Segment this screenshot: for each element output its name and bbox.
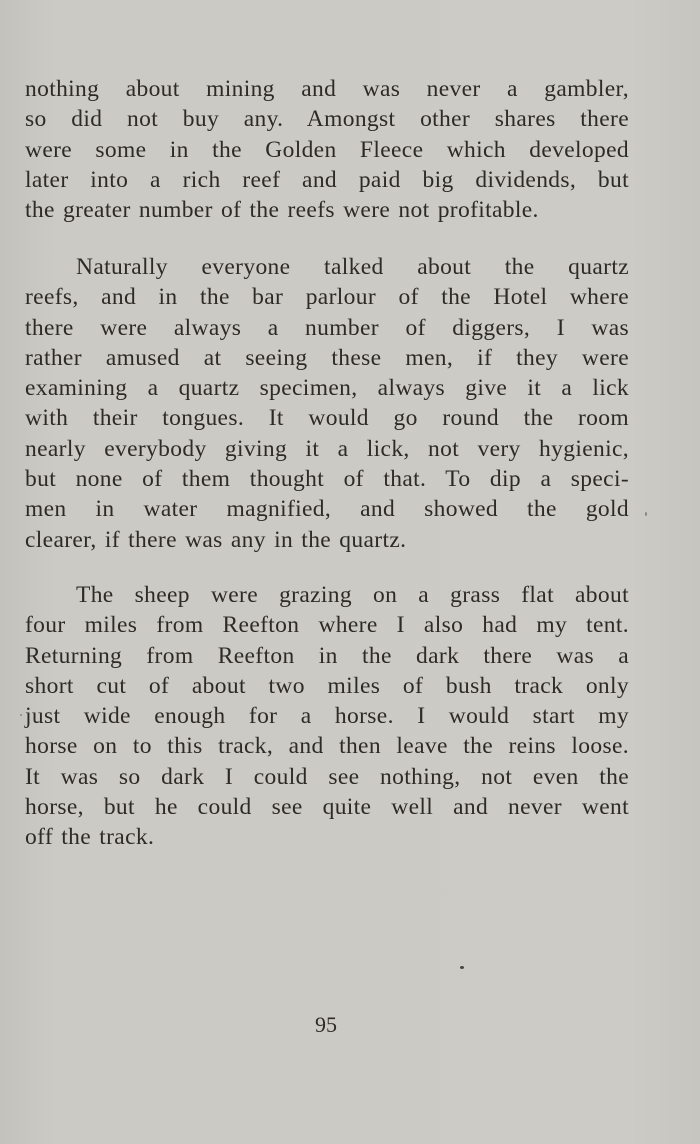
text-line: horse, but he could see quite well and never went <box>25 794 629 821</box>
text-line: but none of them thought of that. To dip a speci- <box>25 466 629 493</box>
paper-speck <box>460 966 464 969</box>
paragraph-1 <box>25 74 629 225</box>
text-line: clearer, if there was any in the quartz. <box>25 526 407 553</box>
text-line: reefs, and in the bar parlour of the Hotel where <box>25 284 629 311</box>
text-line: Returning from Reefton in the dark there was a <box>25 642 629 669</box>
text-line: Naturally everyone talked about the quartz <box>76 254 629 280</box>
text-line: were some in the Golden Fleece which developed <box>25 136 629 163</box>
text-line: with their tongues. It would go round the room <box>25 405 629 432</box>
text-line: horse on to this track, and then leave the reins loose. <box>25 733 629 760</box>
text-line: men in water magnified, and showed the gold <box>25 496 629 523</box>
paragraph-3 <box>25 580 629 853</box>
text-line: short cut of about two miles of bush track only <box>25 672 629 699</box>
text-line: just wide enough for a horse. I would start my <box>25 703 629 730</box>
text-line: off the track. <box>25 824 155 851</box>
text-line: there were always a number of diggers, I was <box>25 314 629 341</box>
text-line: nearly everybody giving it a lick, not very hygienic, <box>25 435 629 462</box>
text-line: nothing about mining and was never a gambler, <box>25 76 629 102</box>
text-line: The sheep were grazing on a grass flat about <box>76 582 629 608</box>
text-line: four miles from Reefton where I also had my tent. <box>25 612 629 639</box>
text-line: so did not buy any. Amongst other shares there <box>25 106 629 133</box>
text-line: It was so dark I could see nothing, not even the <box>25 763 629 790</box>
text-line: the greater number of the reefs were not profitable. <box>25 197 539 224</box>
text-line: later into a rich reef and paid big dividends, but <box>25 166 629 193</box>
paper-speck <box>645 512 647 516</box>
text-line: rather amused at seeing these men, if they were <box>25 344 629 371</box>
paragraph-2 <box>25 252 629 555</box>
paper-speck <box>20 714 22 716</box>
page-number: 95 <box>315 1012 337 1037</box>
text-line: examining a quartz specimen, always give it a lick <box>25 375 629 402</box>
